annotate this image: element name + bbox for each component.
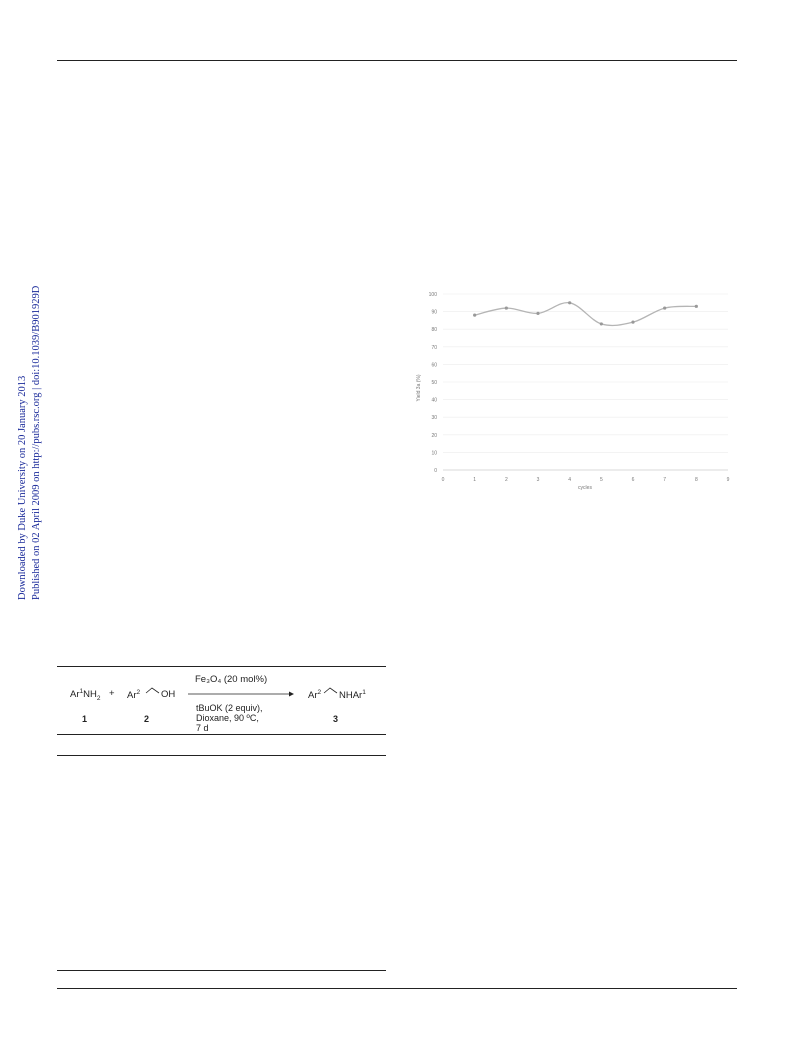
data-point <box>568 301 571 304</box>
alcohol-bond <box>146 688 159 693</box>
y-tick-label: 50 <box>431 380 437 386</box>
condition-line-2: Dioxane, 90 ºC, <box>196 713 259 723</box>
data-point <box>505 306 508 309</box>
alcohol-oh: OH <box>161 689 176 700</box>
y-tick-label: 80 <box>431 327 437 334</box>
x-tick-label: 4 <box>568 477 572 483</box>
chart-series <box>473 301 698 325</box>
y-tick-label: 90 <box>431 309 437 316</box>
alcohol-ar-text: Ar <box>127 690 137 702</box>
data-point <box>600 322 603 325</box>
data-point <box>473 314 476 317</box>
data-point <box>663 306 666 309</box>
y-tick-label: 20 <box>431 432 437 439</box>
condition-line-3: 7 d <box>196 723 209 733</box>
header-rule <box>57 60 737 61</box>
x-tick-label: 1 <box>473 477 477 483</box>
y-tick-label: 100 <box>428 292 437 298</box>
reagent-label: Fe₃O₄ (20 mol%) <box>195 674 268 685</box>
product-ar <box>308 689 321 701</box>
alcohol-ar <box>127 689 140 701</box>
x-tick-label: 3 <box>536 477 540 483</box>
series-line <box>475 303 697 326</box>
y-tick-label: 40 <box>431 397 437 404</box>
scheme-top-rule <box>57 666 386 667</box>
amine-ar: Ar <box>70 689 80 701</box>
amine-superscript: 1 <box>79 688 84 695</box>
chart-y-axis-label: Yield 3a (%) <box>416 374 422 402</box>
amine-subscript: 2 <box>96 695 101 703</box>
chart-axes <box>429 292 730 483</box>
data-point <box>631 321 634 324</box>
x-tick-label: 2 <box>504 477 508 483</box>
y-tick-label: 60 <box>431 362 437 369</box>
y-tick-label: 10 <box>431 450 437 457</box>
x-tick-label: 0 <box>441 477 445 483</box>
compound-label-2: 2 <box>144 714 150 724</box>
product-nhar <box>339 689 366 701</box>
amine-nh: NH <box>83 689 97 701</box>
footer-rule <box>57 988 737 989</box>
product-bond <box>324 688 337 693</box>
download-note-line-1: Downloaded by Duke University on 20 January 2013 <box>17 375 28 600</box>
product-superscript: 2 <box>317 689 322 696</box>
scheme-bottom-rule <box>57 734 386 735</box>
compound-label-1: 1 <box>82 714 88 724</box>
y-tick-label: 30 <box>431 415 437 422</box>
condition-line-1: tBuOK (2 equiv), <box>196 703 263 713</box>
x-tick-label: 6 <box>631 477 635 483</box>
y-tick-label: 70 <box>431 344 437 351</box>
y-tick-label: 0 <box>434 468 437 474</box>
recycling-chart-svg <box>415 284 737 494</box>
x-tick-label: 8 <box>694 477 698 483</box>
table-bottom-rule <box>57 970 386 971</box>
amine-structure <box>70 688 100 702</box>
reaction-arrow-head <box>289 692 294 697</box>
table-top-rule <box>57 755 386 756</box>
x-tick-label: 5 <box>599 477 603 483</box>
x-tick-label: 7 <box>663 477 667 483</box>
data-point <box>695 305 698 308</box>
product-nhar-text: NHAr <box>339 690 363 702</box>
alcohol-superscript: 2 <box>136 689 141 696</box>
recycling-chart <box>415 284 737 494</box>
plus-sign: + <box>109 688 115 699</box>
download-note-line-2: Published on 02 April 2009 on http://pubs.rsc.org | doi:10.1039/B901929D <box>31 285 42 600</box>
reaction-scheme <box>57 668 386 734</box>
compound-label-3: 3 <box>333 714 339 724</box>
chart-x-axis-label: cycles <box>578 485 592 491</box>
download-note <box>16 286 44 600</box>
product-superscript-2: 1 <box>362 689 366 696</box>
chart-grid <box>443 294 728 470</box>
x-tick-label: 9 <box>726 477 730 483</box>
product-ar-text: Ar <box>308 690 318 702</box>
data-point <box>536 312 539 315</box>
